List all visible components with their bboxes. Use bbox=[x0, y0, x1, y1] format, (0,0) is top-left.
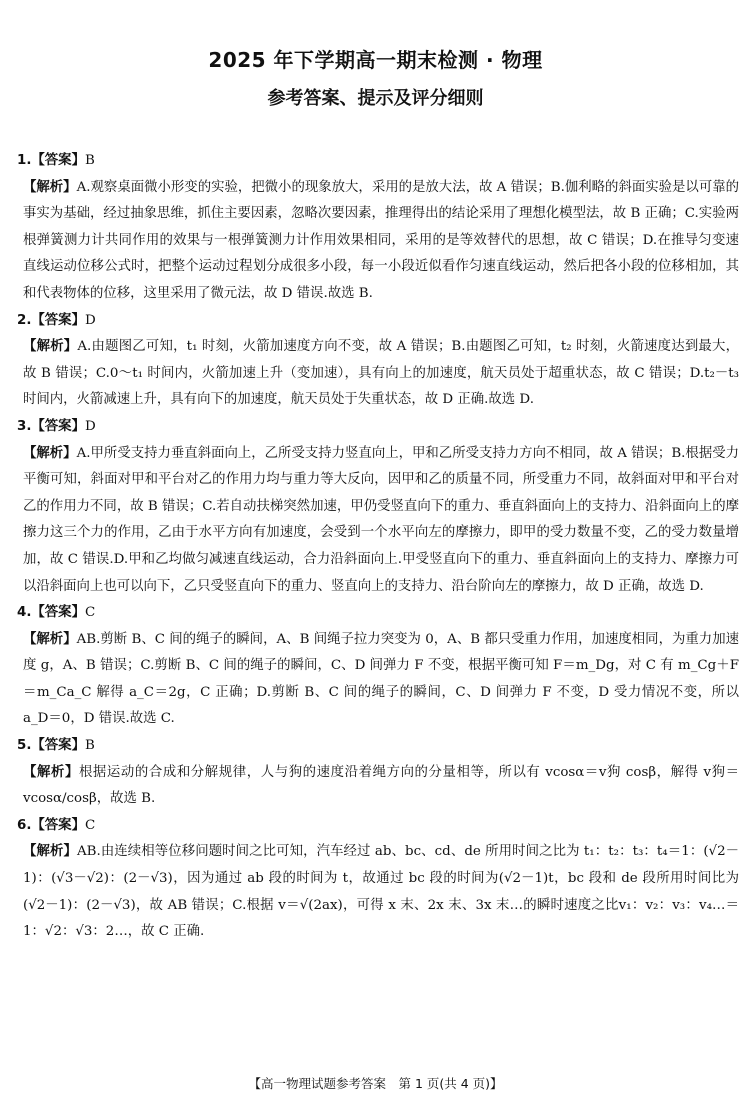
answer-line bbox=[17, 148, 739, 175]
answer-label: 3.【答案】 bbox=[17, 418, 85, 434]
answer-value: C bbox=[84, 605, 96, 621]
answer-value: B bbox=[84, 153, 95, 168]
answer-line bbox=[17, 600, 739, 627]
answer-value: D bbox=[84, 418, 96, 434]
answer-value: C bbox=[84, 817, 96, 833]
explanation-label: 【解析】 bbox=[23, 844, 77, 860]
answer-value: D bbox=[84, 312, 96, 328]
explanation bbox=[17, 760, 739, 813]
explanation bbox=[17, 175, 739, 308]
explanation-text: 根据运动的合成和分解规律，人与狗的速度沿着绳方向的分量相等，所以有 vcosα＝v狗 cosβ，解得 v狗＝vcosα/cosβ，故选 B. bbox=[23, 764, 739, 807]
explanation-text: A.甲所受支持力垂直斜面向上，乙所受支持力竖直向上，甲和乙所受支持力方向不相同，故 A 错误；B.根据受力平衡可知，斜面对甲和平台对乙的作用力均与重力等大反向，因甲和乙的质量不同，所受重力不同，故斜面对甲和平台对乙的作用力不同，故 B 错误；C.若自动扶梯突然加速，甲仍受竖直向下的重力、垂直斜面向上的支持力、沿斜面向上的摩擦力这三个力的作用，乙由于水平方向有加速度，会受到一个水平向左的摩擦力，即甲的受力数量不变，乙的受力数量增加，故 C 错误.D.甲和乙均做匀减速直线运动，合力沿斜面向上.甲受竖直向下的重力、垂直斜面向上的支持力、摩擦力可以沿斜面向上也可以向下，乙只受竖直向下的重力、竖直向上的支持力、沿台阶向左的摩擦力，故 D 正确，故选 D. bbox=[23, 445, 739, 594]
explanation-text: A.观察桌面微小形变的实验，把微小的现象放大，采用的是放大法，故 A 错误；B.伽利略的斜面实验是以可靠的事实为基础，经过抽象思维，抓住主要因素，忽略次要因素，推理得出的结论采用了理想化模型法，故 B 正确；C.实验两根弹簧测力计共同作用的效果与一根弹簧测力计作用效果相同，采用的是等效替代的思想，故 C 错误；D.在推导匀变速直线运动位移公式时，把整个运动过程划分成很多小段，每一小段近似看作匀速直线运动，然后把各小段的位移相加，其和代表物体的位移，这里采用了微元法，故 D 错误.故选 B. bbox=[23, 179, 739, 301]
question-1 bbox=[17, 148, 739, 308]
page-footer: 【高一物理试题参考答案 第 1 页(共 4 页)】 bbox=[248, 1076, 503, 1091]
answer-label: 4.【答案】 bbox=[17, 605, 85, 621]
explanation-label: 【解析】 bbox=[23, 339, 78, 355]
question-3 bbox=[17, 414, 739, 600]
answer-line bbox=[17, 308, 739, 335]
answer-line bbox=[17, 813, 739, 840]
answer-label: 1.【答案】 bbox=[17, 153, 85, 168]
question-6 bbox=[17, 813, 739, 946]
question-5 bbox=[17, 733, 739, 813]
answer-label: 6.【答案】 bbox=[17, 817, 85, 833]
question-4 bbox=[17, 600, 739, 733]
explanation-label: 【解析】 bbox=[23, 445, 77, 461]
answer-line bbox=[17, 733, 739, 760]
answers-content bbox=[17, 148, 739, 946]
answer-line bbox=[17, 414, 739, 441]
explanation-label: 【解析】 bbox=[23, 764, 79, 780]
explanation-text: A.由题图乙可知，t₁ 时刻，火箭加速度方向不变，故 A 错误；B.由题图乙可知，t₂ 时刻，火箭速度达到最大，故 B 错误；C.0～t₁ 时间内，火箭加速上升（变加速），具有向上的加速度，航天员处于超重状态，故 C 错误；D.t₂－t₃时间内，火箭减速上升，具有向下的加速度，航天员处于失重状态，故 D 正确.故选 D. bbox=[23, 339, 740, 408]
question-2 bbox=[17, 308, 739, 414]
explanation bbox=[17, 627, 739, 733]
answer-label: 2.【答案】 bbox=[17, 312, 85, 328]
explanation-label: 【解析】 bbox=[23, 179, 77, 195]
explanation-text: AB.由连续相等位移问题时间之比可知，汽车经过 ab、bc、cd、de 所用时间之比为 t₁：t₂：t₃：t₄＝1：(√2－1)：(√3－√2)：(2－√3)，因为通过 ab 段的时间为 t，故通过 bc 段的时间为(√2－1)t，bc 段和 de 段所用时间比为(√2－1)：(2－√3)，故 AB 错误；C.根据 v＝√(2ax)，可得 x 末、2x 末、3x 末…的瞬时速度之比v₁：v₂：v₃：v₄…＝1：√2：√3：2…，故 C 正确. bbox=[23, 844, 740, 940]
explanation-text: AB.剪断 B、C 间的绳子的瞬间，A、B 间绳子拉力突变为 0，A、B 都只受重力作用，加速度相同，为重力加速度 g，A、B 错误；C.剪断 B、C 间的绳子的瞬间，C、D 间弹力 F 不变，根据平衡可知 F＝m_Dg，对 C 有 m_Cg＋F＝m_Ca_C 解得 a_C＝2g，C 正确；D.剪断 B、C 间的绳子的瞬间，C、D 间弹力 F 不变，D 受力情况不变，所以 a_D＝0，D 错误.故选 C. bbox=[23, 631, 739, 727]
page-title: 2025 年下学期高一期末检测 · 物理 bbox=[208, 48, 543, 72]
explanation-label: 【解析】 bbox=[23, 631, 77, 647]
explanation bbox=[17, 441, 739, 601]
answer-value: B bbox=[84, 738, 95, 754]
answer-label: 5.【答案】 bbox=[17, 738, 85, 754]
explanation bbox=[17, 839, 739, 945]
page-subtitle: 参考答案、提示及评分细则 bbox=[267, 88, 484, 109]
explanation bbox=[17, 334, 739, 414]
